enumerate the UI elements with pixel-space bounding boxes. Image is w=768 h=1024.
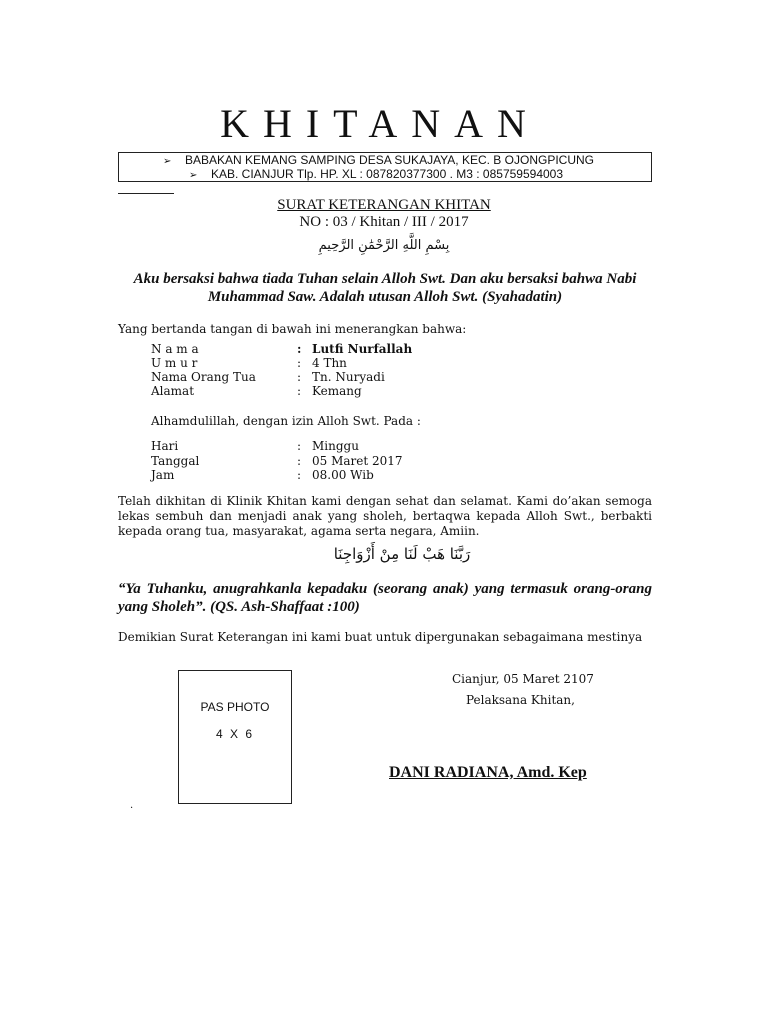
place-date: Cianjur, 05 Maret 2107 [452, 672, 594, 686]
syahadat-statement: Aku bersaksi bahwa tiada Tuhan selain Alloh Swt. Dan aku bersaksi bahwa Nabi Muhammad Saw. Adalah utusan Alloh Swt. (Syahadatin) [133, 271, 637, 305]
address-line-1 [163, 153, 594, 167]
field-value-nama: Lutfi Nurfallah [312, 342, 413, 356]
field-value-alamat: Kemang [312, 384, 362, 398]
address-line-2-text: KAB. CIANJUR Tlp. HP. XL : 087820377300 . M3 : 085759594003 [211, 167, 564, 181]
header-rule [118, 193, 174, 194]
field-colon: : [297, 342, 302, 356]
field-value-orang-tua: Tn. Nuryadi [312, 370, 385, 384]
field-value-hari: Minggu [312, 439, 359, 453]
field-colon: : [297, 454, 302, 468]
field-colon: : [297, 439, 302, 453]
alhamdulillah-text: Alhamdulillah, dengan izin Alloh Swt. Pada : [151, 414, 421, 428]
closing-text: Demikian Surat Keterangan ini kami buat untuk dipergunakan sebagaimana mestinya [118, 630, 643, 644]
address-line-2 [189, 167, 563, 181]
footer-dot: . [130, 800, 134, 811]
field-colon: : [297, 370, 302, 384]
arrow-bullet-icon: ➢ [163, 156, 172, 167]
field-value-jam: 08.00 Wib [312, 468, 374, 482]
photo-size: 4 X 6 [215, 727, 255, 741]
photo-label: PAS PHOTO [200, 700, 270, 714]
intro-text: Yang bertanda tangan di bawah ini menerangkan bahwa: [118, 322, 467, 336]
field-label: N a m a [151, 342, 199, 356]
quran-quote: “Ya Tuhanku, anugrahkanla kepadaku (seorang anak) yang termasuk orang-orang yang Sholeh”. (QS. Ash-Shaffaat :100) [118, 581, 652, 615]
address-box [118, 152, 652, 182]
address-line-1-text: BABAKAN KEMANG SAMPING DESA SUKAJAYA, KEC. B OJONGPICUNG [185, 153, 594, 167]
basmalah-text: بِسْمِ اللَّهِ الرَّحْمَٰنِ الرَّحِيمِ [318, 238, 450, 253]
signer-role: Pelaksana Khitan, [466, 693, 575, 707]
dua-arabic-text: رَبَّنَا هَبْ لَنَا مِنْ أَزْوَاجِنَا [333, 545, 471, 563]
document-number: NO : 03 / Khitan / III / 2017 [299, 214, 469, 230]
document-heading: SURAT KETERANGAN KHITAN [277, 197, 491, 213]
arrow-bullet-icon: ➢ [189, 170, 198, 181]
field-value-umur: 4 Thn [312, 356, 347, 370]
field-label: Tanggal [151, 454, 200, 468]
document-title: KHITANAN [220, 101, 540, 146]
field-label: Hari [151, 439, 179, 453]
field-label: Nama Orang Tua [151, 370, 256, 384]
field-value-tanggal: 05 Maret 2017 [312, 454, 403, 468]
field-label: Jam [151, 468, 175, 482]
field-label: U m u r [151, 356, 198, 370]
field-label: Alamat [151, 384, 195, 398]
doa-paragraph: Telah dikhitan di Klinik Khitan kami dengan sehat dan selamat. Kami do’akan semoga lekas sembuh dan menjadi anak yang sholeh, bertaqwa kepada Alloh Swt., berbakti kepada orang tua, masyarakat, agama serta negara, Amiin. [118, 494, 652, 538]
field-colon: : [297, 384, 302, 398]
signer-name: DANI RADIANA, Amd. Kep [389, 764, 587, 781]
field-colon: : [297, 356, 302, 370]
field-colon: : [297, 468, 302, 482]
pas-photo-box [178, 670, 292, 804]
